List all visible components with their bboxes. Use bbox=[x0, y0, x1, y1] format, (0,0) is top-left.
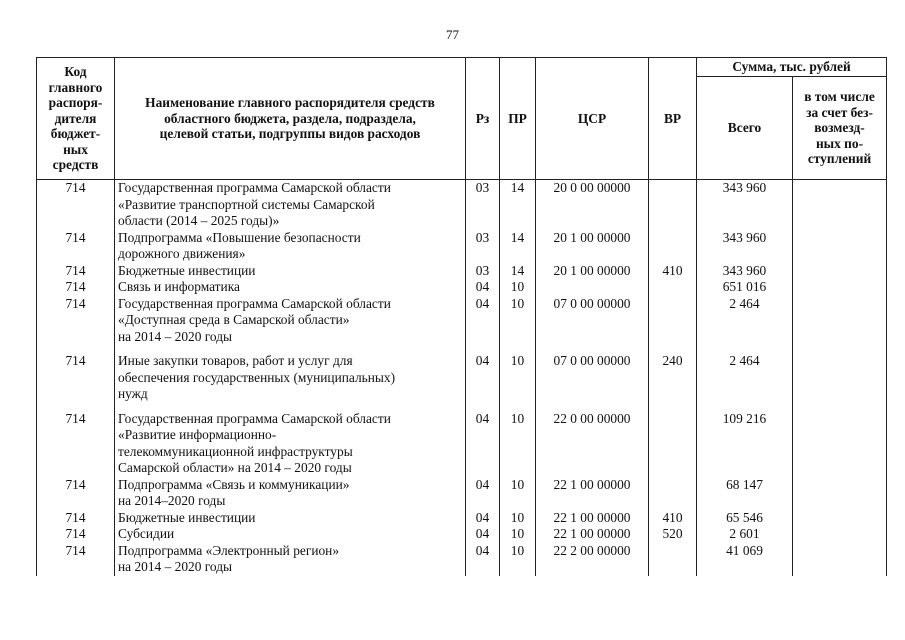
cell-grants bbox=[793, 477, 887, 510]
cell-name-line: на 2014 – 2020 годы bbox=[118, 559, 233, 574]
cell-name-line: «Развитие транспортной системы Самарской bbox=[118, 196, 375, 212]
cell-vr: 410 bbox=[649, 510, 697, 527]
cell-total: 343 960 bbox=[697, 180, 793, 230]
cell-vr bbox=[649, 279, 697, 296]
cell-total: 68 147 bbox=[697, 477, 793, 510]
cell-name-line: дорожного движения» bbox=[118, 246, 246, 261]
cell-vr bbox=[649, 230, 697, 263]
header-vr: ВР bbox=[649, 58, 697, 180]
cell-name-line: Бюджетные инвестиции bbox=[118, 262, 256, 278]
table-row bbox=[37, 263, 887, 280]
cell-rz: 04 bbox=[466, 477, 500, 510]
cell-name bbox=[115, 543, 466, 576]
cell-pr: 10 bbox=[500, 477, 536, 510]
cell-pr: 10 bbox=[500, 279, 536, 296]
cell-name bbox=[115, 477, 466, 510]
cell-name-line: на 2014 – 2020 годы bbox=[118, 328, 233, 344]
cell-name bbox=[115, 296, 466, 354]
cell-code: 714 bbox=[37, 180, 115, 230]
cell-code: 714 bbox=[37, 230, 115, 263]
cell-code: 714 bbox=[37, 526, 115, 543]
header-sum: Сумма, тыс. рублей bbox=[697, 58, 887, 77]
cell-csr: 22 0 00 00000 bbox=[536, 411, 649, 477]
cell-pr: 10 bbox=[500, 510, 536, 527]
header-grants-line: за счет без- bbox=[806, 104, 873, 120]
cell-name-line: Подпрограмма «Электронный регион» bbox=[118, 542, 340, 558]
header-name-line: целевой статьи, подгруппы видов расходов bbox=[159, 126, 421, 142]
cell-name bbox=[115, 526, 466, 543]
cell-name-line: «Доступная среда в Самарской области» bbox=[118, 312, 350, 327]
budget-table bbox=[36, 57, 887, 576]
cell-csr: 07 0 00 00000 bbox=[536, 353, 649, 411]
cell-grants bbox=[793, 353, 887, 411]
cell-name-line: Связь и информатика bbox=[118, 279, 240, 294]
cell-total: 109 216 bbox=[697, 411, 793, 477]
cell-name bbox=[115, 411, 466, 477]
cell-name-line: Государственная программа Самарской области bbox=[118, 180, 391, 195]
cell-rz: 04 bbox=[466, 279, 500, 296]
cell-name-line: Иные закупки товаров, работ и услуг для bbox=[118, 353, 353, 368]
cell-name-line: Самарской области» на 2014 – 2020 годы bbox=[118, 460, 352, 475]
header-name bbox=[115, 58, 466, 180]
cell-pr: 10 bbox=[500, 543, 536, 576]
header-total: Всего bbox=[697, 77, 793, 180]
cell-name bbox=[115, 353, 466, 411]
cell-rz: 04 bbox=[466, 296, 500, 354]
cell-code: 714 bbox=[37, 543, 115, 576]
table-row bbox=[37, 279, 887, 296]
cell-csr: 20 0 00 00000 bbox=[536, 180, 649, 230]
header-name-line: Наименование главного распорядителя средств bbox=[145, 95, 435, 111]
cell-vr bbox=[649, 543, 697, 576]
header-code-line: ных bbox=[63, 141, 88, 157]
header-pr: ПР bbox=[500, 58, 536, 180]
cell-csr: 20 1 00 00000 bbox=[536, 230, 649, 263]
cell-rz: 03 bbox=[466, 180, 500, 230]
cell-grants bbox=[793, 230, 887, 263]
cell-pr: 10 bbox=[500, 411, 536, 477]
cell-vr bbox=[649, 411, 697, 477]
cell-name-line: Государственная программа Самарской области bbox=[118, 295, 391, 311]
cell-csr: 07 0 00 00000 bbox=[536, 296, 649, 354]
cell-vr: 520 bbox=[649, 526, 697, 543]
cell-rz: 04 bbox=[466, 543, 500, 576]
cell-code: 714 bbox=[37, 263, 115, 280]
cell-csr: 22 1 00 00000 bbox=[536, 477, 649, 510]
cell-grants bbox=[793, 510, 887, 527]
cell-pr: 10 bbox=[500, 353, 536, 411]
cell-name-line: Бюджетные инвестиции bbox=[118, 509, 256, 525]
cell-code: 714 bbox=[37, 411, 115, 477]
cell-code: 714 bbox=[37, 510, 115, 527]
cell-grants bbox=[793, 526, 887, 543]
cell-rz: 04 bbox=[466, 526, 500, 543]
cell-csr: 22 1 00 00000 bbox=[536, 510, 649, 527]
table-row bbox=[37, 411, 887, 477]
header-code-line: главного bbox=[48, 79, 103, 95]
cell-rz: 04 bbox=[466, 510, 500, 527]
cell-code: 714 bbox=[37, 279, 115, 296]
cell-name bbox=[115, 510, 466, 527]
cell-total: 2 464 bbox=[697, 296, 793, 354]
cell-name bbox=[115, 230, 466, 263]
cell-rz: 03 bbox=[466, 263, 500, 280]
cell-pr: 14 bbox=[500, 263, 536, 280]
table-row bbox=[37, 526, 887, 543]
cell-grants bbox=[793, 543, 887, 576]
cell-rz: 04 bbox=[466, 353, 500, 411]
header-grants-line: ступлений bbox=[807, 151, 872, 167]
cell-name-line: Подпрограмма «Повышение безопасности bbox=[118, 229, 361, 245]
cell-rz: 03 bbox=[466, 230, 500, 263]
cell-total: 2 464 bbox=[697, 353, 793, 411]
header-code-line: бюджет- bbox=[50, 126, 101, 142]
cell-name-line: обеспечения государственных (муниципальных) bbox=[118, 369, 396, 385]
table-row bbox=[37, 477, 887, 510]
cell-vr bbox=[649, 296, 697, 354]
cell-name-line: Государственная программа Самарской области bbox=[118, 410, 391, 426]
header-code-line: распоря- bbox=[48, 95, 103, 111]
header-code bbox=[37, 58, 115, 180]
cell-vr: 410 bbox=[649, 263, 697, 280]
cell-rz: 04 bbox=[466, 411, 500, 477]
cell-name-line: телекоммуникационной инфраструктуры bbox=[118, 443, 353, 459]
header-rz: Рз bbox=[466, 58, 500, 180]
cell-pr: 14 bbox=[500, 180, 536, 230]
cell-name-line: нужд bbox=[118, 386, 148, 401]
table-row bbox=[37, 296, 887, 354]
cell-code: 714 bbox=[37, 296, 115, 354]
cell-grants bbox=[793, 263, 887, 280]
table-body bbox=[37, 180, 887, 576]
header-grants-line: в том числе bbox=[804, 89, 875, 105]
cell-csr: 22 2 00 00000 bbox=[536, 543, 649, 576]
cell-grants bbox=[793, 180, 887, 230]
cell-csr: 22 1 00 00000 bbox=[536, 526, 649, 543]
cell-vr bbox=[649, 180, 697, 230]
cell-total: 343 960 bbox=[697, 230, 793, 263]
cell-name-line: области (2014 – 2025 годы)» bbox=[118, 213, 280, 228]
cell-code: 714 bbox=[37, 353, 115, 411]
table-row bbox=[37, 510, 887, 527]
cell-name-line: Субсидии bbox=[118, 526, 175, 541]
header-grants bbox=[793, 77, 887, 180]
table-row bbox=[37, 180, 887, 230]
header-grants-line: возмезд- bbox=[814, 120, 865, 136]
cell-total: 41 069 bbox=[697, 543, 793, 576]
cell-pr: 10 bbox=[500, 296, 536, 354]
header-csr: ЦСР bbox=[536, 58, 649, 180]
table-row bbox=[37, 543, 887, 576]
cell-csr bbox=[536, 279, 649, 296]
cell-total: 651 016 bbox=[697, 279, 793, 296]
cell-code: 714 bbox=[37, 477, 115, 510]
cell-grants bbox=[793, 411, 887, 477]
cell-name bbox=[115, 180, 466, 230]
cell-pr: 14 bbox=[500, 230, 536, 263]
table-row bbox=[37, 353, 887, 411]
cell-grants bbox=[793, 296, 887, 354]
cell-name-line: Подпрограмма «Связь и коммуникации» bbox=[118, 476, 350, 492]
header-code-line: дителя bbox=[54, 110, 97, 126]
cell-vr: 240 bbox=[649, 353, 697, 411]
header-name-line: областного бюджета, раздела, подраздела, bbox=[164, 110, 416, 126]
cell-total: 65 546 bbox=[697, 510, 793, 527]
header-code-line: средств bbox=[52, 157, 99, 173]
cell-name-line: на 2014–2020 годы bbox=[118, 493, 226, 508]
cell-vr bbox=[649, 477, 697, 510]
cell-grants bbox=[793, 279, 887, 296]
header-grants-line: ных по- bbox=[815, 135, 864, 151]
cell-name-line: «Развитие информационно- bbox=[118, 427, 277, 442]
cell-name bbox=[115, 279, 466, 296]
cell-total: 343 960 bbox=[697, 263, 793, 280]
page-number: 77 bbox=[446, 27, 459, 42]
cell-csr: 20 1 00 00000 bbox=[536, 263, 649, 280]
table-header bbox=[37, 58, 887, 180]
table-row bbox=[37, 230, 887, 263]
header-code-line: Код bbox=[64, 64, 87, 80]
cell-pr: 10 bbox=[500, 526, 536, 543]
cell-name bbox=[115, 263, 466, 280]
cell-total: 2 601 bbox=[697, 526, 793, 543]
